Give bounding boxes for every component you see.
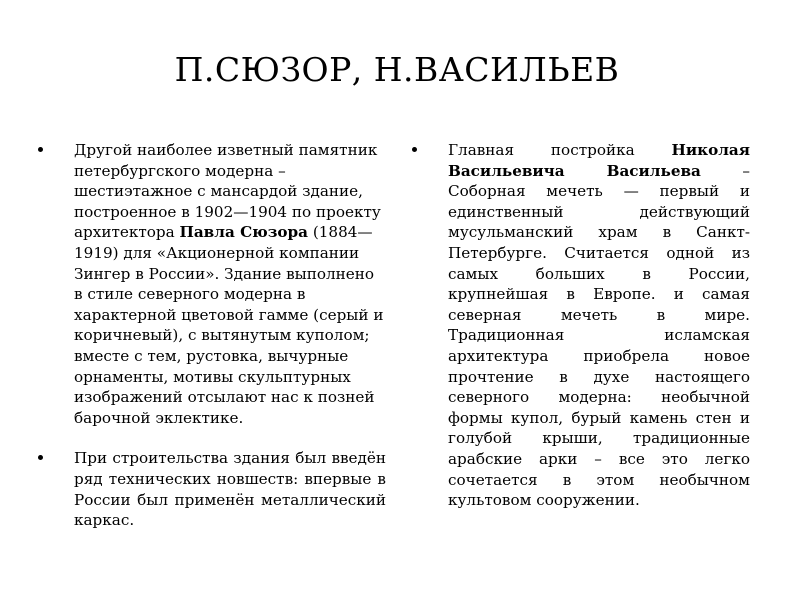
bullet-icon [38,147,43,152]
right-item-1-text [448,140,750,511]
right-item-1-part2: – Соборная мечеть — первый и единственный действующий мусульманский храм в Санкт-Петербурге. Считается одной из самых больших в России, крупнейшая в Европе. и самая северная мечеть в мире. Традиционная исламская архитектура приобрела новое прочтение в духе настоящего северного модерна: необычной формы купол, бурый камень стен и голубой крыши, традиционные арабские арки – все это легко сочетается в этом необычном культовом сооружении. [448,161,750,510]
right-bullet-item-1 [412,140,750,511]
bullet-icon [412,147,417,152]
left-item-1-text [74,140,386,428]
right-item-1-part1: Главная постройка [448,141,672,159]
left-item-2-text: При строительства здания был введён ряд технических новшеств: впервые в России был применён металлический каркас. [74,449,386,530]
slide-title: П.СЮЗОР, Н.ВАСИЛЬЕВ [174,50,620,89]
bullet-icon [38,455,43,460]
left-item-1-part1: Другой наиболее изветный памятник петербургского модерна – шестиэтажное с мансардой здание, построенное в 1902—1904 по проекту архитектора [74,141,381,242]
left-bullet-item-1 [38,140,386,428]
left-item-1-part2: (1884—1919) для «Акционерной компании Зингер в России». Здание выполнено в стиле северного модерна в характерной цветовой гамме (серый и коричневый), с вытянутым куполом; вместе с тем, рустовка, вычурные орнаменты, мотивы скульптурных изображений отсылают нас к позней барочной эклектике. [74,223,384,427]
architect-name-vasiliev: Николая Васильевича Васильева [448,141,750,180]
right-column [412,140,750,511]
left-column [38,140,386,531]
left-bullet-item-2 [38,448,386,530]
architect-name-suzor: Павла Сюзора [179,223,309,242]
